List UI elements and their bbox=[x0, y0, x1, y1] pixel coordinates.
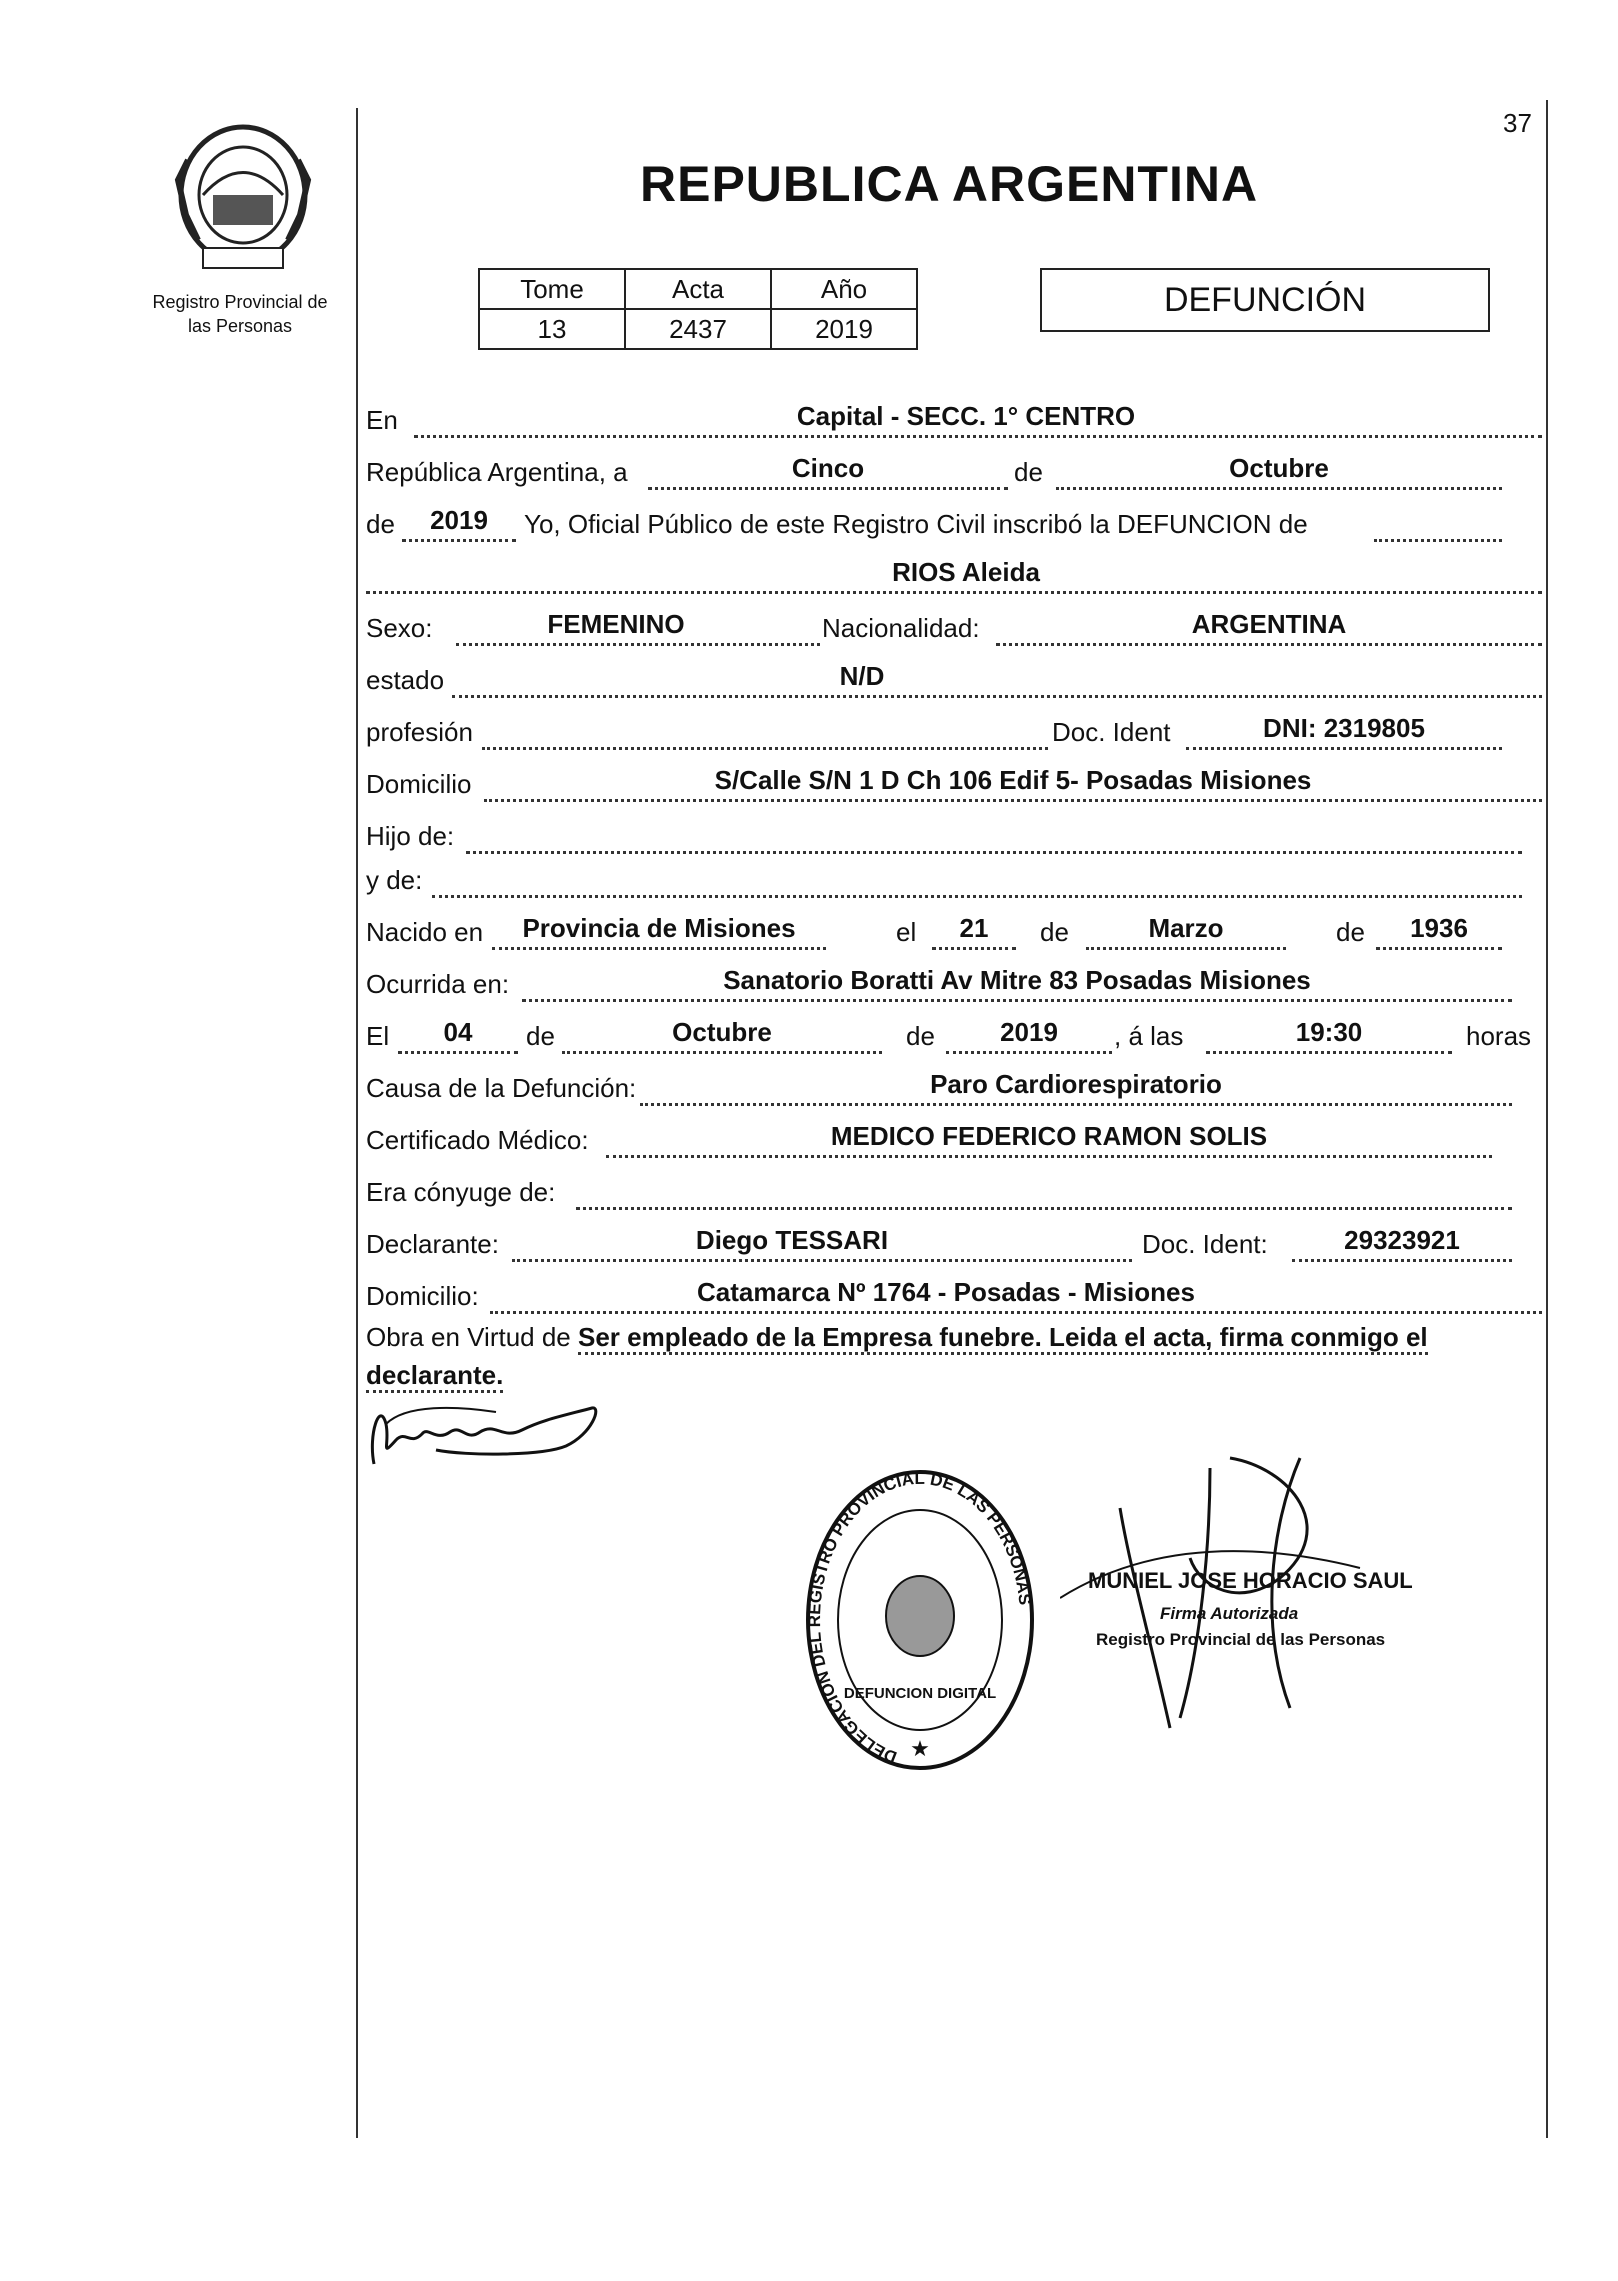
certificado-value: MEDICO FEDERICO RAMON SOLIS bbox=[830, 1121, 1268, 1151]
el-label: El bbox=[366, 1021, 390, 1051]
nacido-place-value: Provincia de Misiones bbox=[522, 913, 796, 943]
year-de-label: de bbox=[366, 509, 395, 539]
en-label: En bbox=[366, 405, 398, 435]
misiones-coat-of-arms-icon bbox=[168, 120, 318, 280]
rep-label: República Argentina, a bbox=[366, 457, 628, 487]
row-sexo bbox=[366, 608, 1542, 648]
row-domicilio bbox=[366, 764, 1542, 804]
rep-day-value: Cinco bbox=[791, 453, 865, 483]
domicilio2-label: Domicilio: bbox=[366, 1281, 479, 1311]
province-seal-logo bbox=[168, 120, 318, 280]
registry-value-ano: 2019 bbox=[771, 309, 917, 349]
domicilio-value: S/Calle S/N 1 D Ch 106 Edif 5- Posadas Misiones bbox=[714, 765, 1312, 795]
row-fecha-defuncion bbox=[366, 1016, 1542, 1056]
row-conyuge bbox=[366, 1172, 1542, 1212]
el-year-value: 2019 bbox=[1000, 1017, 1058, 1047]
declarante-doc-label: Doc. Ident: bbox=[1142, 1229, 1268, 1259]
nacido-de1-label: de bbox=[1040, 917, 1069, 947]
nacido-de2-label: de bbox=[1336, 917, 1365, 947]
nacionalidad-value: ARGENTINA bbox=[1191, 609, 1347, 639]
estado-label: estado bbox=[366, 665, 445, 695]
declarante-doc-value: 29323921 bbox=[1344, 1225, 1460, 1255]
page-number: 37 bbox=[1503, 108, 1532, 138]
row-ocurrida bbox=[366, 964, 1542, 1004]
official-role: Firma Autorizada bbox=[1160, 1604, 1299, 1623]
registry-header-ano: Año bbox=[771, 269, 917, 309]
doc-ident-label: Doc. Ident bbox=[1052, 717, 1171, 747]
el-horas-label: horas bbox=[1466, 1021, 1532, 1051]
registry-table bbox=[478, 268, 918, 350]
profesion-label: profesión bbox=[366, 717, 473, 747]
registry-header-tome: Tome bbox=[479, 269, 625, 309]
row-certificado bbox=[366, 1120, 1542, 1160]
causa-value: Paro Cardiorespiratorio bbox=[930, 1069, 1222, 1099]
obra-value: Ser empleado de la Empresa funebre. Leida el acta, firma conmigo el declarante. bbox=[366, 1322, 1428, 1393]
nacido-month-value: Marzo bbox=[1148, 913, 1224, 943]
declarante-value: Diego TESSARI bbox=[695, 1225, 889, 1255]
en-value: Capital - SECC. 1° CENTRO bbox=[796, 401, 1136, 431]
nacido-el-label: el bbox=[896, 917, 917, 947]
rep-month-value: Octubre bbox=[1229, 453, 1329, 483]
sexo-value: FEMENINO bbox=[547, 609, 685, 639]
row-profesion bbox=[366, 712, 1542, 752]
nacionalidad-label: Nacionalidad: bbox=[822, 613, 980, 643]
row-nacido bbox=[366, 912, 1542, 952]
obra-en-virtud bbox=[366, 1318, 1542, 1394]
ocurrida-label: Ocurrida en: bbox=[366, 969, 510, 999]
doc-ident-value: DNI: 2319805 bbox=[1263, 713, 1425, 743]
causa-label: Causa de la Defunción: bbox=[366, 1073, 637, 1103]
el-day-value: 04 bbox=[443, 1017, 473, 1047]
el-de1-label: de bbox=[526, 1021, 555, 1051]
registry-header-acta: Acta bbox=[625, 269, 771, 309]
official-office: Registro Provincial de las Personas bbox=[1096, 1630, 1386, 1649]
stamp-star-icon: ★ bbox=[910, 1736, 930, 1761]
row-causa bbox=[366, 1068, 1542, 1108]
domicilio-label: Domicilio bbox=[366, 769, 472, 799]
record-type-box: DEFUNCIÓN bbox=[1040, 268, 1490, 332]
row-estado bbox=[366, 660, 1542, 700]
obra-label: Obra en Virtud de bbox=[366, 1322, 571, 1352]
estado-value: N/D bbox=[839, 661, 885, 691]
nacido-year-value: 1936 bbox=[1410, 913, 1468, 943]
document-title: REPUBLICA ARGENTINA bbox=[640, 156, 1259, 212]
el-de2-label: de bbox=[906, 1021, 935, 1051]
el-alas-label: , á las bbox=[1114, 1021, 1184, 1051]
row-hijo-de bbox=[366, 816, 1542, 856]
row-en bbox=[366, 400, 1542, 440]
registry-header-row bbox=[479, 269, 917, 309]
logo-caption: Registro Provincial de las Personas bbox=[152, 292, 328, 336]
row-fecha-inscripcion bbox=[366, 452, 1542, 492]
stamp-center-text: DEFUNCION DIGITAL bbox=[843, 1685, 997, 1702]
registry-value-tome: 13 bbox=[479, 309, 625, 349]
left-margin-rule bbox=[356, 108, 358, 2138]
row-nombre bbox=[366, 556, 1542, 596]
nacido-day-value: 21 bbox=[959, 913, 989, 943]
nacido-label: Nacido en bbox=[366, 917, 484, 947]
stamp-ring-text: DELEGACION DEL REGISTRO PROVINCIAL DE LAS PERSONAS bbox=[805, 1468, 1035, 1767]
registry-value-row bbox=[479, 309, 917, 349]
row-anio-inscripcion bbox=[366, 504, 1542, 544]
deceased-name: RIOS Aleida bbox=[892, 557, 1040, 587]
registry-value-acta: 2437 bbox=[625, 309, 771, 349]
year-value: 2019 bbox=[430, 505, 488, 535]
el-time-value: 19:30 bbox=[1295, 1017, 1363, 1047]
y-de-label: y de: bbox=[366, 865, 423, 895]
official-name: MUNIEL JOSE HORACIO SAUL bbox=[1088, 1568, 1413, 1593]
hijo-de-label: Hijo de: bbox=[366, 821, 455, 851]
ocurrida-value: Sanatorio Boratti Av Mitre 83 Posadas Misiones bbox=[723, 965, 1311, 995]
declarante-label: Declarante: bbox=[366, 1229, 499, 1259]
row-y-de bbox=[366, 860, 1542, 900]
right-margin-rule bbox=[1546, 100, 1548, 2138]
sexo-label: Sexo: bbox=[366, 613, 433, 643]
registry-stamp bbox=[800, 1466, 1040, 1786]
row-domicilio-declarante bbox=[366, 1276, 1542, 1316]
certificado-label: Certificado Médico: bbox=[366, 1125, 589, 1155]
declarant-signature bbox=[366, 1394, 616, 1474]
domicilio2-value: Catamarca Nº 1764 - Posadas - Misiones bbox=[697, 1277, 1195, 1307]
year-text: Yo, Oficial Público de este Registro Civil inscribó la DEFUNCION de bbox=[524, 509, 1308, 539]
rep-de-label: de bbox=[1014, 457, 1043, 487]
row-declarante bbox=[366, 1224, 1542, 1264]
conyuge-label: Era cónyuge de: bbox=[366, 1177, 556, 1207]
el-month-value: Octubre bbox=[672, 1017, 772, 1047]
